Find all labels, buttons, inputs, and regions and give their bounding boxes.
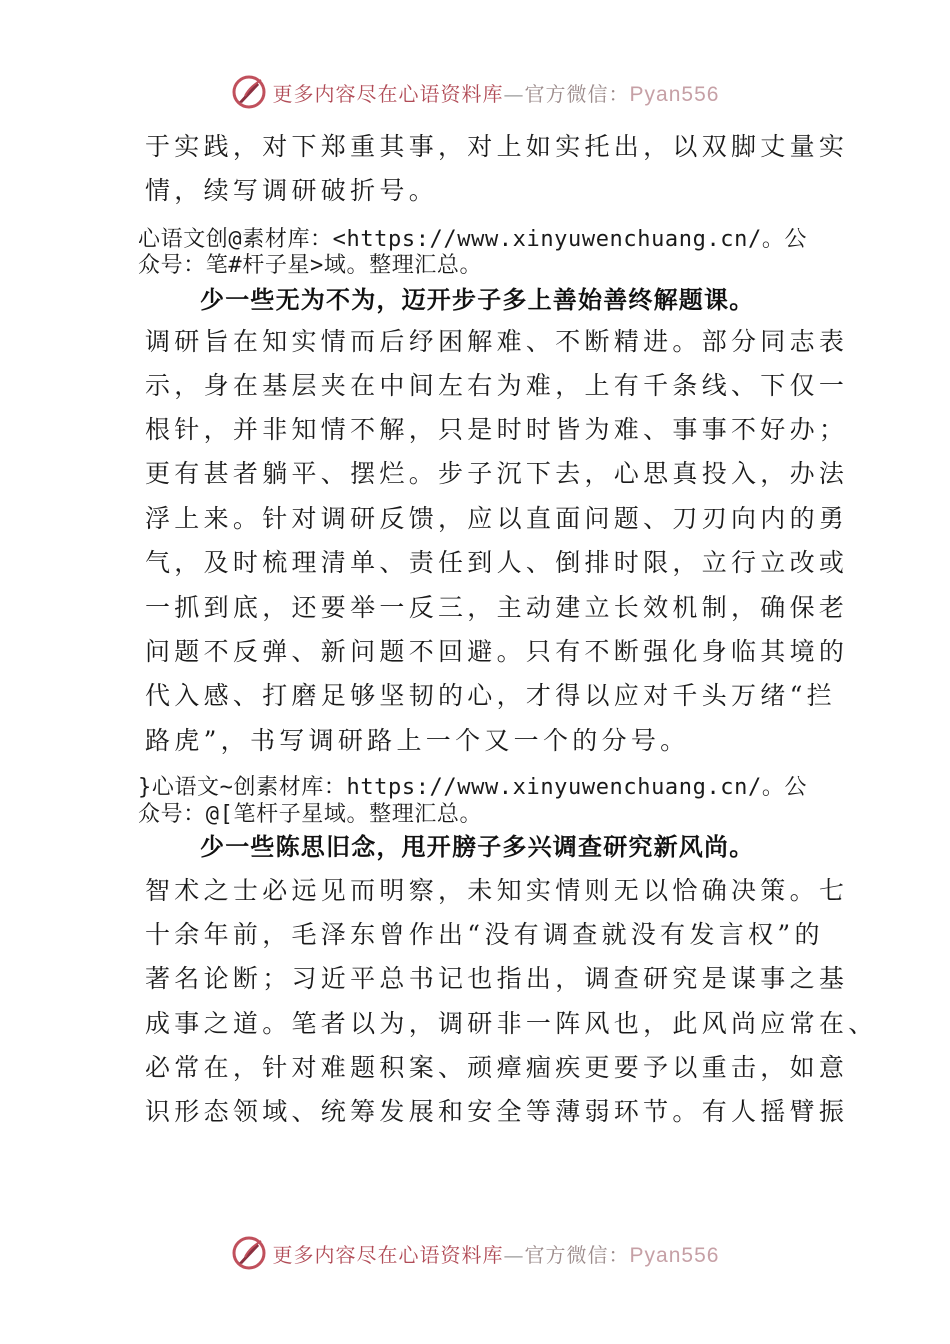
paragraph-line: 示，身在基层夹在中间左右为难，上有千条线、下仅一 [145,371,849,400]
paragraph-line: 更有甚者躺平、摆烂。步子沉下去，心思真投入，办法 [145,459,849,488]
paragraph-line: 气，及时梳理清单、责任到人、倒排时限，立行立改或 [145,548,849,577]
watermark-line: 众号：@[笔杆子星域。整理汇总。 [138,802,483,827]
paragraph-line: 识形态领域、统筹发展和安全等薄弱环节。有人摇臂振 [145,1097,849,1126]
watermark-line: 心语文创@素材库：<https://www.xinyuwenchuang.cn/。公 [138,227,808,252]
paragraph-line: 著名论断；习近平总书记也指出，调查研究是谋事之基 [145,964,849,993]
paragraph-line: 路虎”，书写调研路上一个又一个的分号。 [145,726,690,755]
quill-logo-icon [231,1235,267,1271]
watermark-line: }心语文~创素材库：https://www.xinyuwenchuang.cn/。公 [138,775,808,800]
header-banner [0,72,950,112]
paragraph-line: 于实践，对下郑重其事，对上如实托出，以双脚丈量实 [145,132,849,161]
paragraph-line: 智术之士必远见而明察，未知实情则无以恰确决策。七 [145,876,849,905]
banner-text: 更多内容尽在心语资料库—官方微信：Pyan556 [272,81,720,106]
paragraph-line: 代入感、打磨足够坚韧的心，才得以应对千头万绪“拦 [145,681,836,710]
paragraph-line: 成事之道。笔者以为，调研非一阵风也，此风尚应常在、 [145,1009,878,1038]
paragraph-line: 十余年前，毛泽东曾作出“没有调查就没有发言权”的 [145,920,824,949]
paragraph-line: 情，续写调研破折号。 [145,176,439,205]
paragraph-line: 调研旨在知实情而后纾困解难、不断精进。部分同志表 [145,327,849,356]
section-heading: 少一些无为不为，迈开步子多上善始善终解题课。 [200,286,755,314]
paragraph-line: 浮上来。针对调研反馈，应以直面问题、刀刃向内的勇 [145,504,849,533]
banner-text: 更多内容尽在心语资料库—官方微信：Pyan556 [272,1242,720,1267]
paragraph-line: 根针，并非知情不解，只是时时皆为难、事事不好办； [145,415,849,444]
footer-banner [0,1233,950,1273]
section-heading: 少一些陈思旧念，甩开膀子多兴调查研究新风尚。 [200,833,755,861]
quill-logo-icon [231,74,267,110]
watermark-line: 众号：笔#杆子星>域。整理汇总。 [138,253,483,278]
paragraph-line: 一抓到底，还要举一反三，主动建立长效机制，确保老 [145,593,849,622]
paragraph-line: 问题不反弹、新问题不回避。只有不断强化身临其境的 [145,637,849,666]
paragraph-line: 必常在，针对难题积案、顽瘴痼疾更要予以重击，如意 [145,1053,849,1082]
